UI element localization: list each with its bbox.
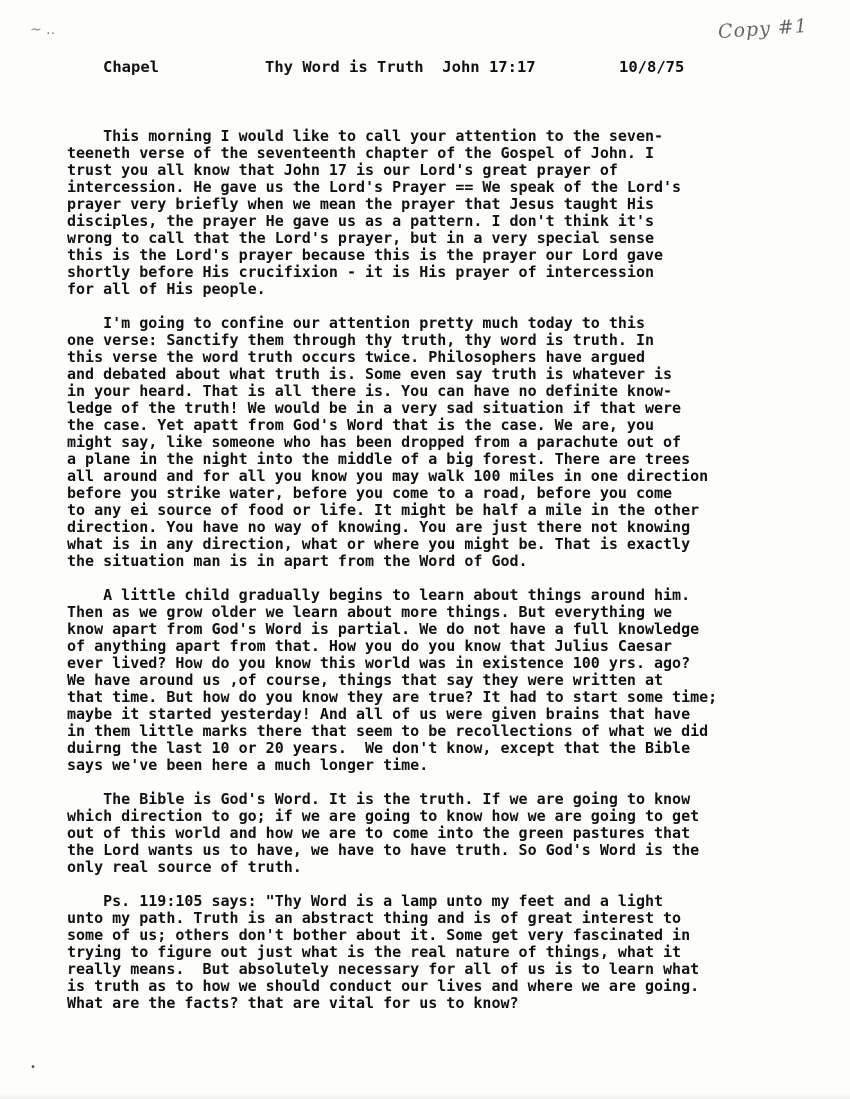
paragraph [67,587,787,774]
text-line: trying to figure out just what is the real nature of things, what it [67,943,682,961]
text-line: know apart from God's Word is partial. We do not have a full knowledge [67,620,700,638]
text-line: all around and for all you know you may walk 100 miles in one direction [67,467,709,485]
text-line: direction. You have no way of knowing. You are just there not knowing [67,518,691,536]
text-line: trust you all know that John 17 is our Lord's great prayer of [67,161,618,179]
text-line: before you strike water, before you come to a road, before you come [67,484,673,502]
text-line: duirng the last 10 or 20 years. We don't know, except that the Bible [67,739,691,757]
text-line: I'm going to confine our attention pretty much today to this [67,314,645,332]
text-line: this verse the word truth occurs twice. Philosophers have argued [67,348,645,366]
header-date: 10/8/75 [619,58,685,76]
text-line: the case. Yet apatt from God's Word that is the case. We are, you [67,416,654,434]
corner-mark: ~ .. [30,22,56,38]
text-line: teeneth verse of the seventeenth chapter of the Gospel of John. I [67,144,654,162]
text-line: that time. But how do you know they are true? It had to start some time; [67,688,718,706]
text-line: shortly before His crucifixion - it is His prayer of intercession [67,263,654,281]
text-line: one verse: Sanctify them through thy truth, thy word is truth. In [67,331,654,349]
text-line: and debated about what truth is. Some even say truth is whatever is [67,365,673,383]
text-line: which direction to go; if we are going to know how we are going to get [67,807,700,825]
text-line: in your heard. That is all there is. You can have no definite know- [67,382,673,400]
text-line: of anything apart from that. How you do you know that Julius Caesar [67,637,673,655]
text-line: ever lived? How do you know this world was in existence 100 yrs. ago? [67,654,691,672]
text-line: Ps. 119:105 says: "Thy Word is a lamp unto my feet and a light [67,892,664,910]
text-line: some of us; others don't bother about it. Some get very fascinated in [67,926,691,944]
text-line: really means. But absolutely necessary for all of us is to learn what [67,960,700,978]
scan-speck: • [30,1062,37,1073]
scan-edge [0,1093,850,1099]
paragraph [67,791,787,876]
text-line: says we've been here a much longer time. [67,756,429,774]
text-line: unto my path. Truth is an abstract thing and is of great interest to [67,909,682,927]
paragraph [67,893,787,1012]
paragraph [67,315,787,570]
text-line: We have around us ,of course, things that say they were written at [67,671,664,689]
text-line: in them little marks there that seem to be recollections of what we did [67,722,709,740]
text-line: is truth as to how we should conduct our lives and where we are going. [67,977,700,995]
text-line: maybe it started yesterday! And all of us were given brains that have [67,705,691,723]
text-line: prayer very briefly when we mean the prayer that Jesus taught His [67,195,654,213]
text-line: A little child gradually begins to learn about things around him. [67,586,691,604]
text-line: a plane in the night into the middle of a big forest. There are trees [67,450,691,468]
text-line: to any ei source of food or life. It might be half a mile in the other [67,501,700,519]
text-line: might say, like someone who has been dropped from a parachute out of [67,433,682,451]
text-line: for all of His people. [67,280,266,298]
text-line: out of this world and how we are to come into the green pastures that [67,824,691,842]
header-title: Thy Word is Truth John 17:17 [265,58,536,76]
text-line: the situation man is in apart from the Word of God. [67,552,528,570]
paragraph [67,128,787,298]
text-line: The Bible is God's Word. It is the truth. If we are going to know [67,790,691,808]
document-body [67,128,787,1029]
text-line: Then as we grow older we learn about more things. But everything we [67,603,673,621]
text-line: this is the Lord's prayer because this is the prayer our Lord gave [67,246,664,264]
text-line: disciples, the prayer He gave us as a pattern. I don't think it's [67,212,654,230]
text-line: intercession. He gave us the Lord's Prayer == We speak of the Lord's [67,178,682,196]
text-line: the Lord wants us to have, we have to have truth. So God's Word is the [67,841,700,859]
text-line: What are the facts? that are vital for us to know? [67,994,519,1012]
text-line: wrong to call that the Lord's prayer, but in a very special sense [67,229,654,247]
document-header [0,58,850,82]
text-line: This morning I would like to call your attention to the seven- [67,127,664,145]
header-chapel: Chapel [103,58,159,76]
text-line: ledge of the truth! We would be in a very sad situation if that were [67,399,682,417]
text-line: what is in any direction, what or where you might be. That is exactly [67,535,691,553]
text-line: only real source of truth. [67,858,302,876]
handwritten-note: Copy #1 [717,14,809,44]
